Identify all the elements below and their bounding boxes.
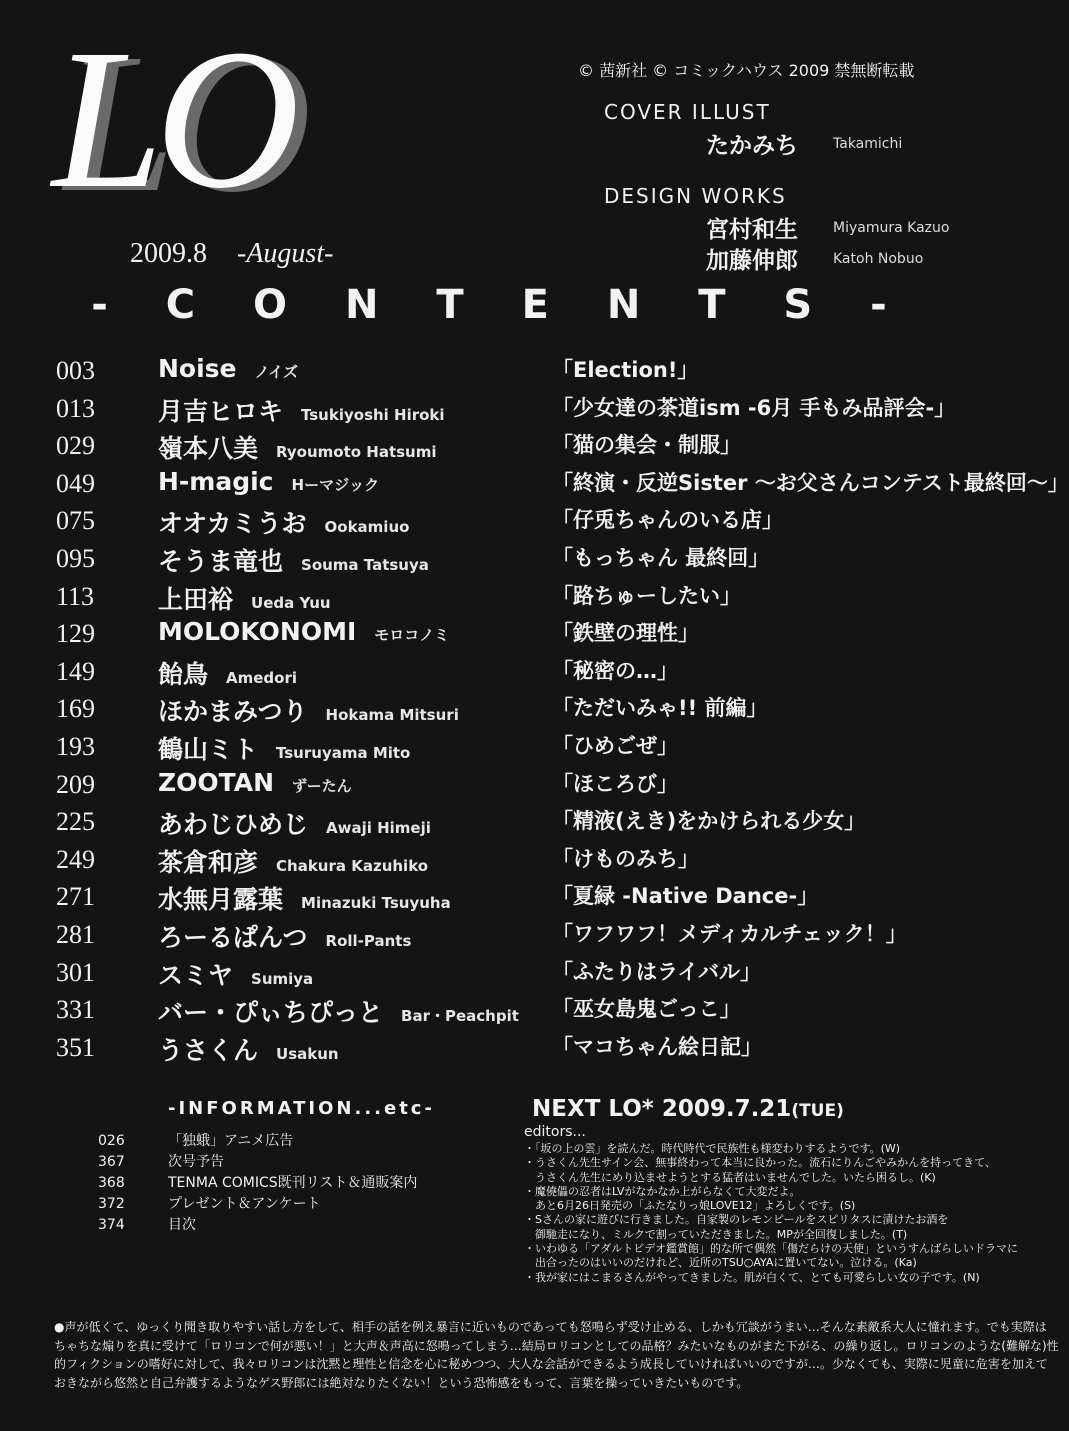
- toc-author-name: 水無月露葉: [158, 885, 284, 915]
- editors-label: editors...: [524, 1124, 586, 1140]
- toc-row: [0, 540, 1000, 577]
- toc-page-number: 129: [56, 619, 95, 649]
- toc-author-reading: Chakura Kazuhiko: [276, 856, 429, 875]
- information-page: 372: [98, 1196, 125, 1212]
- toc-author: [158, 580, 331, 616]
- next-issue-date: NEXT LO* 2009.7.21: [532, 1096, 792, 1122]
- toc-author-name: ZOOTAN: [158, 767, 275, 797]
- toc-story-title: 「けものみち」: [552, 846, 699, 871]
- toc-story-title: 「猫の集会・制服」: [552, 433, 741, 458]
- toc-page-number: 029: [56, 431, 95, 461]
- toc-row: [0, 728, 1000, 765]
- toc-story-title: 「仔兎ちゃんのいる店」: [552, 508, 783, 533]
- footer-line: おきながら悠然と自己弁護するようなゲス野郎には絶対なりたくない！という恐怖感をもって、言葉を操っていきたいものです。: [54, 1375, 749, 1390]
- footer-line: ちゃちな煽りを真に受けて「ロリコンで何が悪い！」と大声＆声高に怒鳴ってしまう…結局ロリコンとしての品格？みたいなものがまた下がる、の繰り返し。ロリコンのような(難解な)性: [54, 1338, 1059, 1353]
- toc-story-title: 「路ちゅーしたい」: [552, 583, 741, 608]
- next-issue-day: (TUE): [791, 1101, 844, 1121]
- toc-row: [0, 427, 1000, 464]
- information-item: [98, 1130, 293, 1150]
- toc-author-reading: Bar・Peachpit: [401, 1007, 519, 1026]
- toc-author: [158, 956, 313, 992]
- toc-page-number: 209: [56, 769, 95, 799]
- footer-line: ●声が低くて、ゆっくり聞き取りやすい話し方をして、相手の話を例え暴言に近いものであっても怒鳴らず受け止める、しかも冗談がうまい…そんな素敵系大人に憧れます。でも実際は: [54, 1320, 1047, 1334]
- toc-row: [0, 916, 1000, 953]
- toc-page-number: 169: [56, 694, 95, 724]
- toc-author-reading: Ookamiuo: [324, 518, 410, 537]
- toc-author: [158, 880, 451, 916]
- editor-note: ・Sさんの家に遊びに行きました。自家製のレモンピールをスピリタスに漬けたお酒を: [524, 1213, 949, 1227]
- toc-author-reading: ノイズ: [254, 363, 299, 381]
- information-item: [98, 1151, 224, 1171]
- information-text: プレゼント＆アンケート: [168, 1196, 321, 1212]
- toc-author-name: そうま竜也: [158, 547, 284, 576]
- toc-author-name: MOLOKONOMI: [158, 617, 357, 647]
- toc-story-title: 「少女達の茶道ism -6月 手もみ品評会-」: [552, 395, 956, 420]
- toc-author: [158, 1031, 339, 1067]
- copyright-notice: © 茜新社 © コミックハウス 2009 禁無断転載: [578, 61, 915, 80]
- toc-story-title: 「マコちゃん絵日記」: [552, 1034, 762, 1059]
- toc-author: [158, 617, 449, 646]
- toc-page-number: 281: [56, 920, 95, 949]
- toc-page-number: 225: [56, 807, 95, 837]
- toc-author-reading: Tsuruyama Mito: [276, 744, 411, 762]
- information-heading: -INFORMATION...etc-: [168, 1098, 435, 1119]
- toc-author-reading: Tsukiyoshi Hiroki: [301, 405, 445, 424]
- toc-row: [0, 803, 1000, 840]
- cover-illust-name: たかみち: [706, 133, 798, 159]
- toc-page-number: 095: [56, 544, 95, 573]
- toc-story-title: 「鉄壁の理性」: [552, 621, 699, 646]
- toc-page-number: 075: [56, 506, 95, 536]
- toc-story-title: 「ワフワフ！メディカルチェック！」: [552, 922, 907, 946]
- information-item: [98, 1193, 321, 1213]
- editor-note: ・いわゆる「アダルトビデオ鑑賞館」的な所で偶然「傷だらけの天使」というすんばらしいドラマに: [524, 1242, 1019, 1256]
- toc-author-name: オオカミうお: [158, 509, 307, 539]
- toc-story-title: 「精液(えき)をかけられる少女」: [552, 809, 866, 834]
- footer-line: 的フィクションの嗜好に対して、我々ロリコンは沈黙と理性と信念を心に秘めつつ、大人な会話ができるよう成長していければいいのですが…。少なくても、実際に児童に危害を加えて: [54, 1357, 1048, 1371]
- toc-author-reading: Awaji Himeji: [326, 819, 431, 838]
- toc-author-reading: ずーたん: [292, 776, 352, 795]
- information-text: 「独蛾」アニメ広告: [168, 1133, 294, 1149]
- toc-row: [0, 465, 1069, 502]
- toc-author: [158, 692, 459, 728]
- toc-author-reading: Sumiya: [251, 969, 314, 988]
- cover-illust-roman: Takamichi: [833, 136, 903, 152]
- toc-author-name: 嶺本八美: [158, 434, 259, 464]
- toc-story-title: 「ふたりはライバル」: [552, 959, 761, 984]
- toc-page-number: 149: [56, 656, 95, 686]
- toc-author-reading: Hokama Mitsuri: [325, 706, 459, 725]
- toc-page-number: 003: [56, 356, 95, 385]
- toc-row: [0, 954, 1000, 991]
- toc-author-reading: Ryoumoto Hatsumi: [276, 443, 437, 462]
- toc-page-number: 249: [56, 844, 95, 874]
- toc-story-title: 「秘密の…」: [552, 658, 678, 683]
- toc-story-title: 「Election!」: [552, 358, 699, 382]
- toc-author: [158, 993, 519, 1029]
- information-page: 374: [98, 1217, 125, 1233]
- toc-author-name: 月吉ヒロキ: [158, 396, 284, 426]
- toc-author-reading: モロコノミ: [374, 626, 450, 645]
- toc-page-number: 351: [56, 1032, 95, 1062]
- toc-page-number: 013: [56, 393, 95, 423]
- toc-author: [158, 843, 428, 879]
- toc-row: [0, 878, 1000, 915]
- editor-note: 御馳走になり、ミルクで割っていただきました。MPが全回復しました。(T): [524, 1227, 908, 1241]
- toc-author-name: バー・ぴぃちぴっと: [158, 998, 384, 1028]
- toc-author-name: あわじひめじ: [158, 810, 309, 840]
- information-item: [98, 1172, 417, 1192]
- toc-row: [0, 1029, 1000, 1066]
- toc-story-title: 「夏緑 -Native Dance-」: [552, 884, 819, 909]
- toc-author-name: 茶倉和彦: [158, 847, 259, 877]
- editor-note: ・我が家にはこまるさんがやってきました。肌が白くて、とても可愛らしい女の子です。(N): [524, 1270, 980, 1284]
- toc-author-reading: Roll-Pants: [325, 932, 412, 950]
- toc-page-number: 271: [56, 882, 95, 912]
- toc-story-title: 「巫女島鬼ごっこ」: [552, 997, 741, 1022]
- toc-author-reading: Ueda Yuu: [251, 593, 331, 612]
- toc-author-name: 鶴山ミト: [158, 735, 259, 764]
- toc-row: [0, 690, 1000, 727]
- toc-story-title: 「ただいみゃ!! 前編」: [552, 696, 768, 721]
- editor-note: 出合ったのはいいのだけれど、近所のTSU○AYAに置いてない。泣ける。(Ka): [524, 1256, 917, 1270]
- toc-author-name: うさくん: [158, 1035, 259, 1065]
- toc-author-reading: Amedori: [226, 668, 298, 687]
- information-page: 367: [98, 1154, 125, 1170]
- toc-row: [0, 502, 1000, 539]
- toc-author-name: 飴鳥: [158, 659, 209, 689]
- information-text: 目次: [168, 1217, 196, 1233]
- toc-row: [0, 766, 1000, 803]
- toc-story-title: 「終演・反逆Sister ～お父さんコンテスト最終回～」: [552, 470, 1069, 495]
- toc-page-number: 193: [56, 732, 95, 761]
- editor-note: ・「坂の上の雲」を読んだ。時代時代で民族性も様変わりするようです。(W): [524, 1142, 901, 1155]
- toc-page-number: 301: [56, 957, 95, 987]
- editor-note: ・うさくん先生サイン会、無事終わって本当に良かった。流石にりんごやみかんを持ってきて、: [524, 1156, 996, 1170]
- issue-date: [130, 238, 333, 270]
- next-issue: [532, 1096, 844, 1122]
- toc-author-reading: Usakun: [276, 1044, 339, 1063]
- designer-roman: Miyamura Kazuo: [833, 220, 950, 236]
- information-text: TENMA COMICS既刊リスト＆通販案内: [168, 1175, 418, 1191]
- issue-date-number: 2009.8: [130, 238, 207, 269]
- toc-story-title: 「ひめごぜ」: [552, 734, 678, 758]
- information-text: 次号予告: [168, 1154, 224, 1170]
- toc-author: [158, 805, 431, 841]
- toc-row: [0, 841, 1000, 878]
- toc-page-number: 113: [56, 581, 95, 611]
- editor-note: うさくん先生にめり込ませようとする猛者はいませんでした。いたら困るし。(K): [524, 1170, 936, 1184]
- toc-row: [0, 578, 1000, 615]
- magazine-logo: LO: [52, 9, 292, 230]
- design-works-label: DESIGN WORKS: [604, 184, 787, 208]
- toc-author-name: H-magic: [158, 466, 274, 496]
- toc-author: [158, 730, 410, 766]
- information-item: [98, 1214, 196, 1234]
- toc-author: [158, 542, 429, 578]
- toc-row: [0, 653, 1000, 690]
- toc-author: [158, 354, 298, 383]
- contents-heading: - C O N T E N T S -: [91, 282, 909, 328]
- toc-row: [0, 991, 1000, 1028]
- toc-page-number: 049: [56, 468, 95, 498]
- cover-illust-label: COVER ILLUST: [604, 100, 771, 124]
- toc-author: [158, 429, 437, 465]
- toc-author-reading: Souma Tatsuya: [301, 556, 429, 574]
- designer-name: 宮村和生: [706, 217, 798, 243]
- toc-row: [0, 390, 1000, 427]
- toc-author-name: 上田裕: [158, 584, 234, 614]
- toc-author-name: スミヤ: [158, 960, 234, 990]
- information-page: 368: [98, 1175, 125, 1191]
- toc-author-name: ほかまみつり: [158, 697, 308, 727]
- toc-author-name: ろーるぱんつ: [158, 923, 308, 952]
- information-page: 026: [98, 1133, 125, 1149]
- footer-editorial: [54, 1318, 1059, 1392]
- toc-author: [158, 392, 445, 428]
- toc-story-title: 「ほころび」: [552, 771, 678, 796]
- editor-note: ・魔僥儡の忍者はLVがなかなか上がらなくて大変だよ。: [524, 1184, 801, 1198]
- toc-author: [158, 467, 379, 496]
- issue-month: -August-: [237, 238, 334, 269]
- designer-name: 加藤伸郎: [706, 248, 798, 274]
- toc-page-number: 331: [56, 995, 95, 1025]
- toc-story-title: 「もっちゃん 最終回」: [552, 546, 770, 570]
- toc-author-name: Noise: [158, 354, 237, 383]
- toc-author: [158, 504, 409, 540]
- toc-author: [158, 655, 297, 691]
- designer-roman: Katoh Nobuo: [833, 251, 924, 267]
- toc-row: [0, 615, 1000, 652]
- toc-author: [158, 918, 411, 954]
- toc-row: [0, 352, 1000, 389]
- toc-author-reading: Hーマジック: [291, 475, 380, 494]
- editors-notes: [524, 1142, 1019, 1285]
- toc-author: [158, 768, 352, 797]
- toc-author-reading: Minazuki Tsuyuha: [301, 894, 451, 913]
- editor-note: あと6月26日発売の「ふたなりっ娘LOVE12」よろしくです。(S): [524, 1199, 856, 1213]
